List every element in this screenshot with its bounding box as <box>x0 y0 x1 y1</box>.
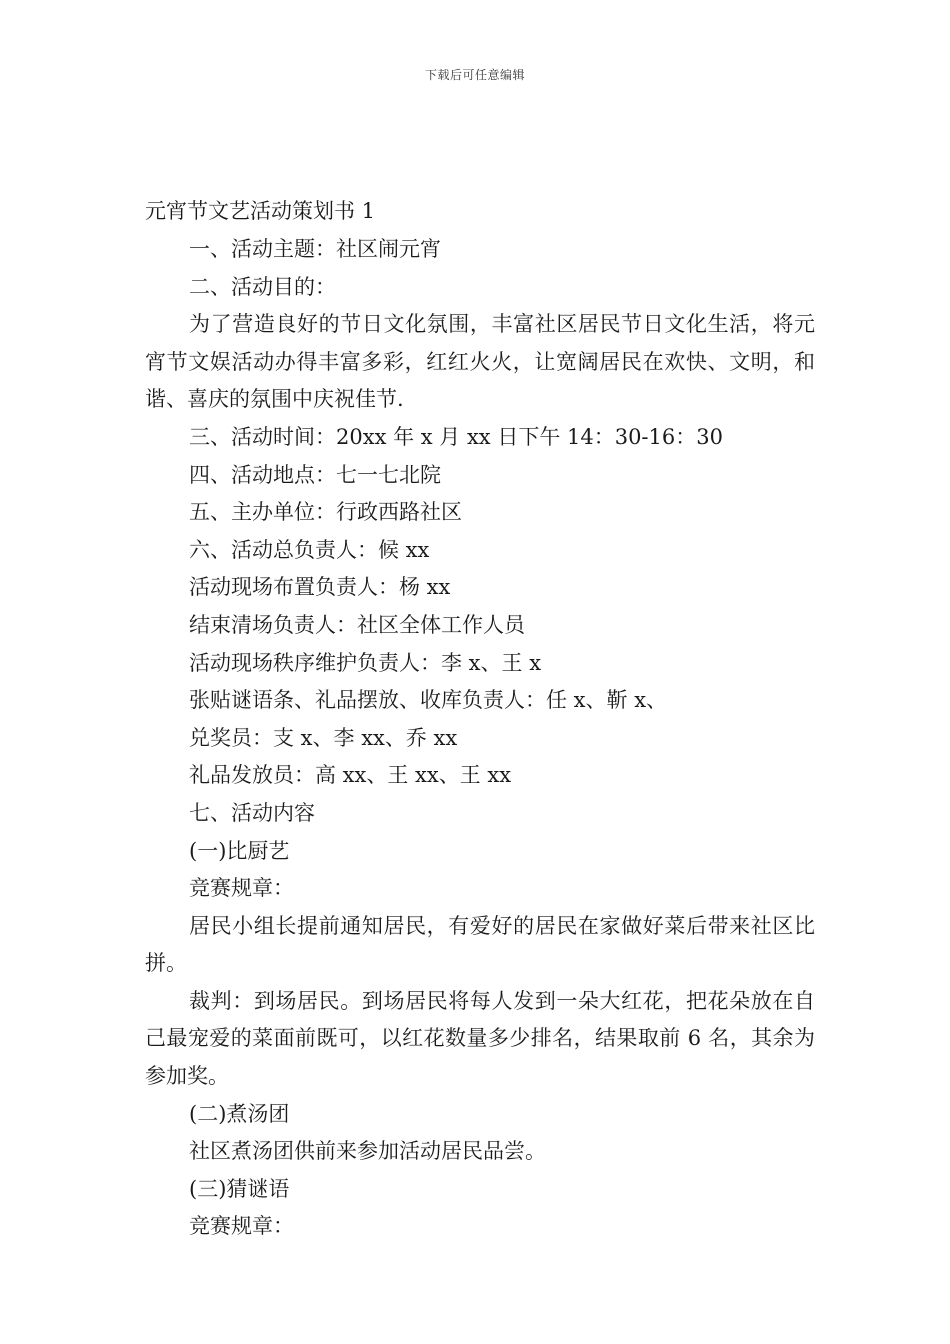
paragraph-gift-distributor: 礼品发放员：高 xx、王 xx、王 xx <box>189 763 512 788</box>
paragraph-riddles: (三)猜谜语 <box>189 1176 290 1201</box>
paragraph-cooking-contest: (一)比厨艺 <box>189 838 290 863</box>
paragraph-order-person: 活动现场秩序维护负责人：李 x、王 x <box>189 650 542 675</box>
document-title: 元宵节文艺活动策划书 1 <box>145 199 376 223</box>
paragraph-contest-rules-1: 竞赛规章： <box>189 876 294 901</box>
document-body <box>145 193 815 1246</box>
paragraph-riddle-person: 张贴谜语条、礼品摆放、收库负责人：任 x、靳 x、 <box>189 688 668 713</box>
paragraph-activity-purpose: 为了营造良好的节日文化氛围，丰富社区居民节日文化生活，将元宵节文娱活动办得丰富多彩，红红火火，让宽阔居民在欢快、文明，和谐、喜庆的氛围中庆祝佳节. <box>145 312 815 412</box>
paragraph-cooking-description: 居民小组长提前通知居民，有爱好的居民在家做好菜后带来社区比拼。 <box>145 913 815 976</box>
paragraph-dumplings: (二)煮汤团 <box>189 1101 290 1126</box>
paragraph-contest-rules-2: 竞赛规章： <box>189 1214 294 1239</box>
paragraph-judging: 裁判：到场居民。到场居民将每人发到一朵大红花，把花朵放在自己最宠爱的菜面前既可，以红花数量多少排名，结果取前 6 名，其余为参加奖。 <box>145 988 815 1089</box>
paragraph-setup-person: 活动现场布置负责人：杨 xx <box>189 575 451 600</box>
paragraph-activity-time: 三、活动时间：20xx 年 x 月 xx 日下午 14：30-16：30 <box>189 424 723 449</box>
paragraph-activity-content: 七、活动内容 <box>189 800 315 825</box>
page-header: 下载后可任意编辑 <box>424 68 525 82</box>
paragraph-activity-location: 四、活动地点：七一七北院 <box>189 462 441 487</box>
paragraph-cleanup-person: 结束清场负责人：社区全体工作人员 <box>189 612 525 637</box>
paragraph-chief-person: 六、活动总负责人：候 xx <box>189 537 430 562</box>
paragraph-prize-redeemer: 兑奖员：支 x、李 xx、乔 xx <box>189 725 458 750</box>
paragraph-dumplings-description: 社区煮汤团供前来参加活动居民品尝。 <box>189 1139 546 1164</box>
paragraph-organizer: 五、主办单位：行政西路社区 <box>189 500 462 525</box>
paragraph-activity-theme: 一、活动主题：社区闹元宵 <box>189 237 441 261</box>
paragraph-activity-purpose-heading: 二、活动目的： <box>189 274 336 299</box>
